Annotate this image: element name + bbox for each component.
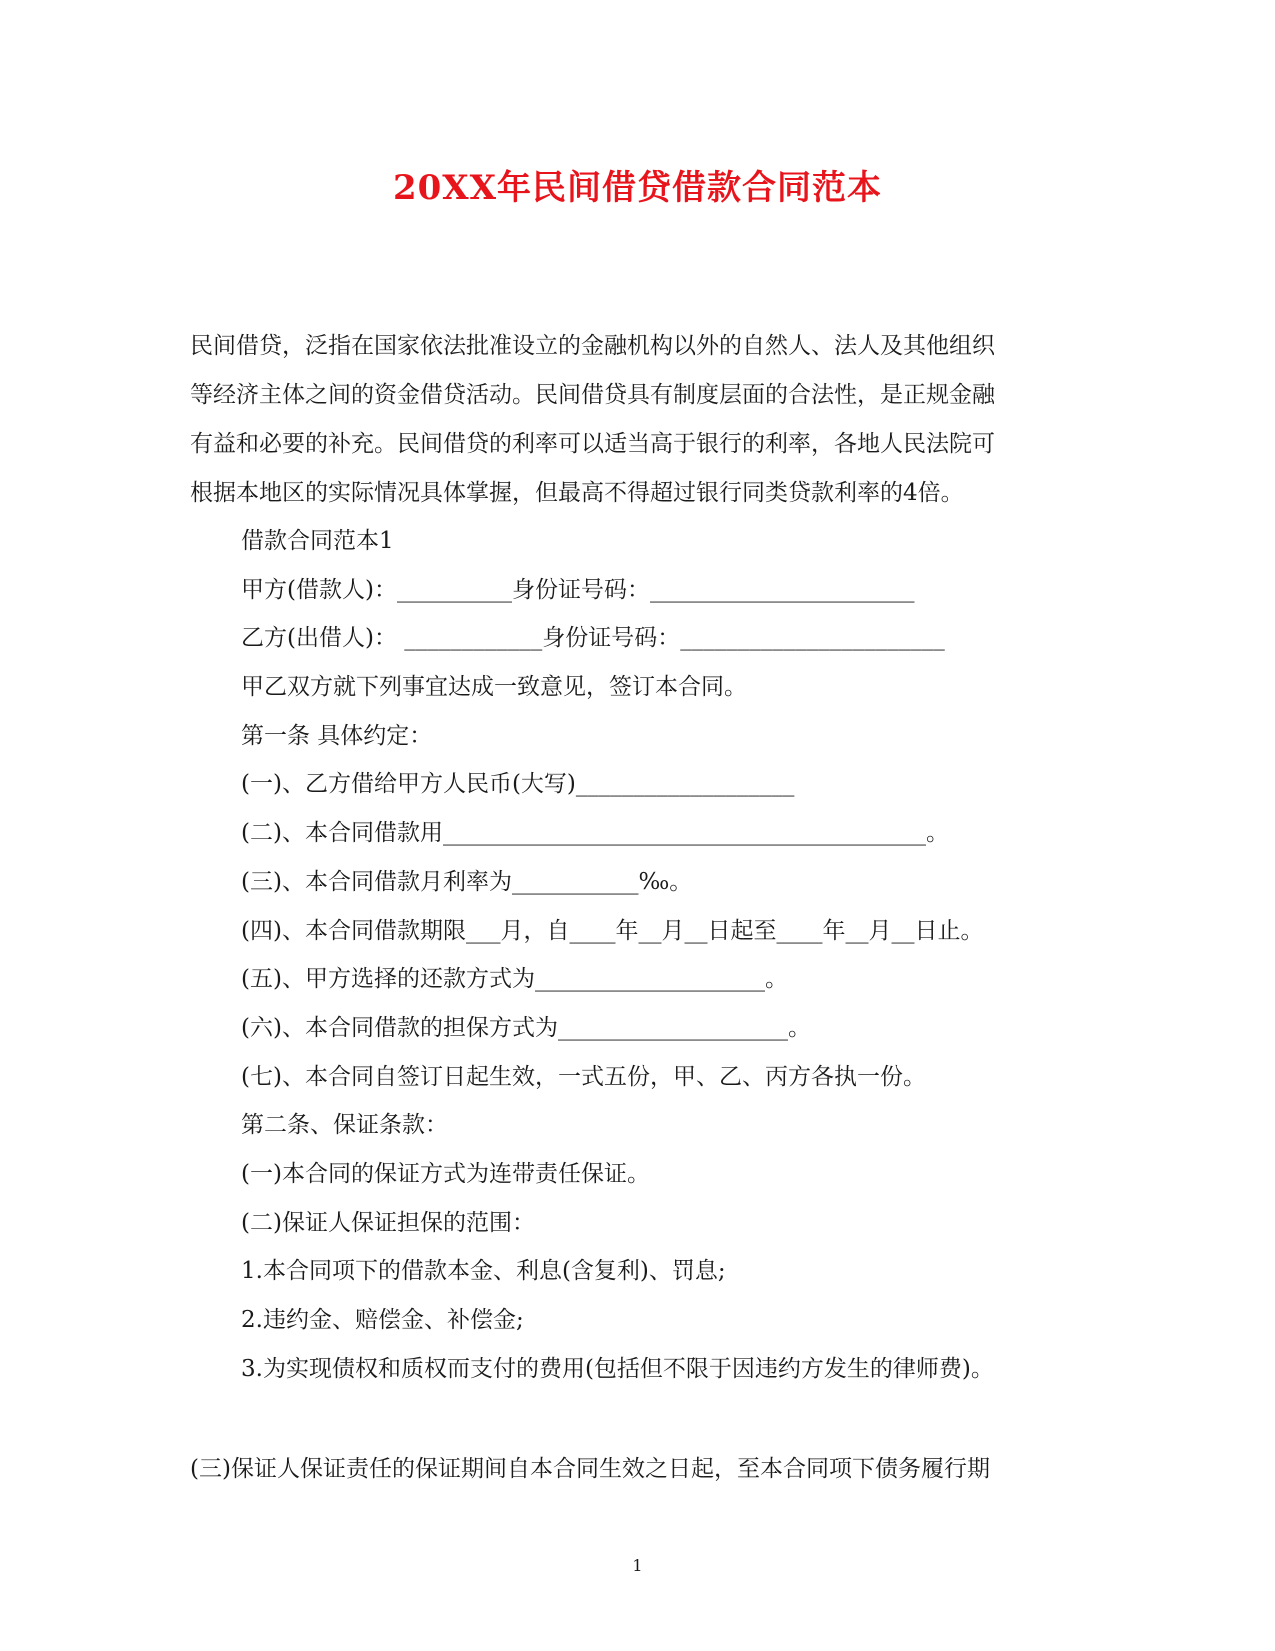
clause-line: (七)、本合同自签订日起生效，一式五份，甲、乙、丙方各执一份。 <box>241 1063 926 1090</box>
clause-line: (六)、本合同借款的担保方式为____________________。 <box>241 1014 811 1041</box>
clause-line: 1.本合同项下的借款本金、利息(含复利)、罚息; <box>241 1258 726 1285</box>
clause-line: (一)本合同的保证方式为连带责任保证。 <box>241 1160 650 1187</box>
article-2-heading: 第二条、保证条款： <box>241 1112 448 1139</box>
clause-line: (二)保证人保证担保的范围： <box>241 1209 535 1236</box>
party-b-line: 乙方(出借人)： ____________身份证号码：_______________________ <box>241 625 945 652</box>
page-number: 1 <box>632 1556 643 1575</box>
clause-line: (二)、本合同借款用__________________________________________。 <box>241 820 949 847</box>
clause-line: (五)、甲方选择的还款方式为____________________。 <box>241 966 788 993</box>
contract-sample-heading: 借款合同范本1 <box>241 528 394 554</box>
agreement-statement: 甲乙双方就下列事宜达成一致意见，签订本合同。 <box>241 674 747 701</box>
party-a-line: 甲方(借款人)：__________身份证号码：_______________________ <box>241 576 915 603</box>
page-title: 20XX年民间借贷借款合同范本 <box>392 168 883 208</box>
guarantee-period-paragraph: (三)保证人保证责任的保证期间自本合同生效之日起，至本合同项下债务履行期 <box>190 1456 990 1482</box>
intro-line: 有益和必要的补充。民间借贷的利率可以适当高于银行的利率，各地人民法院可 <box>190 431 995 457</box>
article-1-heading: 第一条 具体约定： <box>241 722 433 749</box>
contract-clauses <box>241 517 1081 1393</box>
clause-line: 2.违约金、赔偿金、补偿金; <box>241 1307 524 1333</box>
intro-line: 根据本地区的实际情况具体掌握，但最高不得超过银行同类贷款利率的4倍。 <box>190 480 964 506</box>
intro-line: 等经济主体之间的资金借贷活动。民间借贷具有制度层面的合法性，是正规金融 <box>190 382 995 408</box>
clause-line: (三)、本合同借款月利率为___________‰。 <box>241 868 693 895</box>
clause-line: (一)、乙方借给甲方人民币(大写)___________________ <box>241 771 795 798</box>
clause-line: (四)、本合同借款期限___月，自____年__月__日起至____年__月__日止。 <box>241 917 984 944</box>
intro-line: 民间借贷，泛指在国家依法批准设立的金融机构以外的自然人、法人及其他组织 <box>190 333 995 359</box>
clause-line: 3.为实现债权和质权而支付的费用(包括但不限于因违约方发生的律师费)。 <box>241 1355 994 1382</box>
intro-paragraph <box>190 322 1070 518</box>
